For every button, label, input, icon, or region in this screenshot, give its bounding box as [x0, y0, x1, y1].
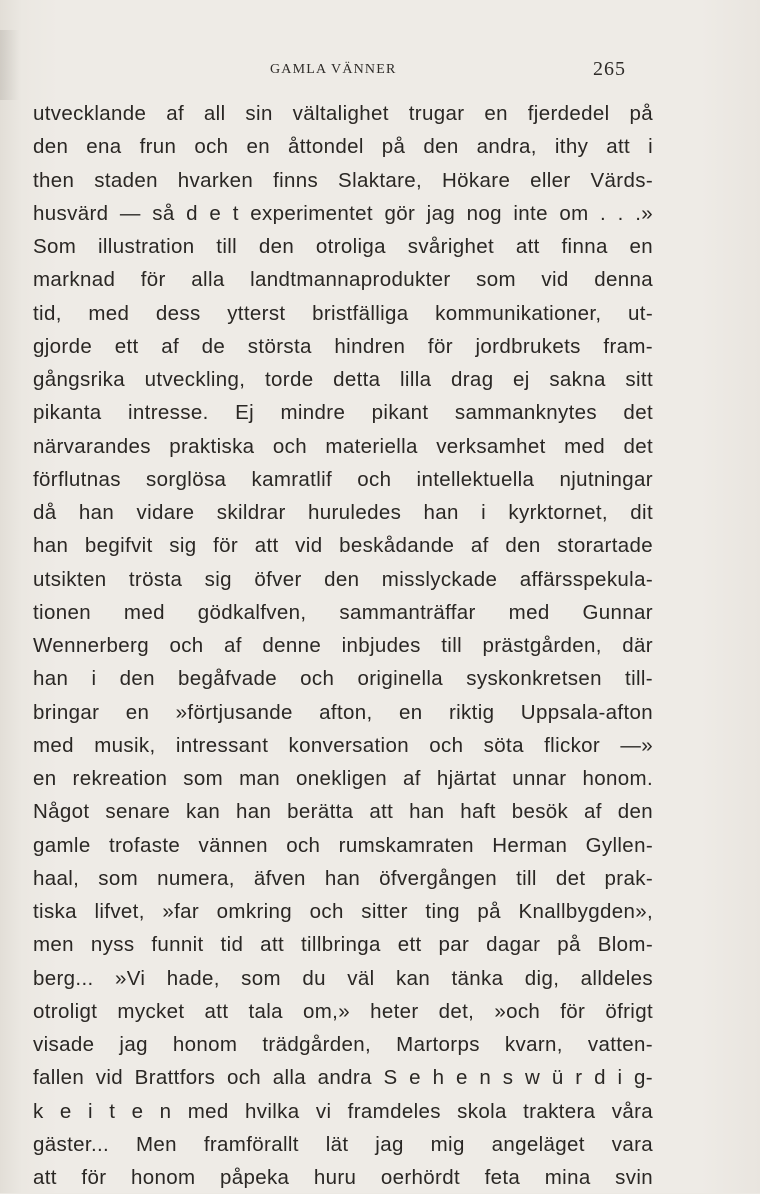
text-line: utvecklande af all sin vältalighet trugar en fjerdedel på — [33, 102, 653, 125]
text-line: den ena frun och en åttondel på den andra, ithy att i — [33, 135, 653, 159]
text-line: då han vidare skildrar huruledes han i kyrktornet, dit — [33, 501, 653, 524]
text-line: Wennerberg och af denne inbjudes till prästgården, där — [33, 634, 653, 657]
text-line: marknad för alla landtmannaprodukter som vid denna — [33, 268, 653, 292]
text-line: han begifvit sig för att vid beskådande af den storartade — [33, 534, 653, 558]
text-line: Som illustration till den otroliga svårighet att finna en — [33, 235, 653, 258]
text-line: gångsrika utveckling, torde detta lilla drag ej sakna sitt — [33, 368, 653, 391]
text-line: gjorde ett af de största hindren för jordbrukets fram- — [33, 334, 653, 358]
text-line: han i den begåfvade och originella syskonkretsen till- — [33, 667, 653, 691]
text-line: husvärd — så d e t experimentet gör jag nog inte om . . .» — [33, 201, 653, 225]
text-line: visade jag honom trädgården, Martorps kvarn, vatten- — [33, 1033, 653, 1056]
text-line: haal, som numera, äfven han öfvergången till det prak- — [33, 866, 653, 890]
text-line: k e i t e n med hvilka vi framdeles skola traktera våra — [33, 1099, 653, 1123]
text-line: tionen med gödkalfven, sammanträffar med Gunnar — [33, 600, 653, 624]
text-line: med musik, intressant konversation och söta flickor —» — [33, 733, 653, 757]
text-line: men nyss funnit tid att tillbringa ett par dagar på Blom- — [33, 933, 653, 957]
text-line: then staden hvarken finns Slaktare, Hökare eller Värds- — [33, 168, 653, 192]
text-line: Något senare kan han berätta att han haft besök af den — [33, 800, 653, 824]
text-line: utsikten trösta sig öfver den misslyckade affärsspekula- — [33, 567, 653, 591]
text-line: närvarandes praktiska och materiella verksamhet med det — [33, 434, 653, 458]
text-line: tiska lifvet, »far omkring och sitter ting på Knallbygden», — [33, 900, 653, 923]
text-line: berg... »Vi hade, som du väl kan tänka dig, alldeles — [33, 966, 653, 990]
text-line: en rekreation som man onekligen af hjärtat unnar honom. — [33, 767, 653, 790]
body-text — [33, 97, 653, 1194]
text-line: förflutnas sorglösa kamratlif och intellektuella njutningar — [33, 467, 653, 491]
running-title: GAMLA VÄNNER — [270, 62, 397, 77]
text-line: gamle trofaste vännen och rumskamraten Herman Gyllen- — [33, 833, 653, 857]
text-line: otroligt mycket att tala om,» heter det, »och för öfrigt — [33, 999, 653, 1023]
page-number: 265 — [593, 58, 626, 80]
text-line: gäster... Men framförallt lät jag mig angeläget vara — [33, 1132, 653, 1156]
text-line: bringar en »förtjusande afton, en riktig Uppsala-afton — [33, 700, 653, 724]
running-header — [0, 58, 760, 82]
text-line: fallen vid Brattfors och alla andra S e h e n s w ü r d i g- — [33, 1066, 653, 1090]
text-line: tid, med dess ytterst bristfälliga kommunikationer, ut- — [33, 301, 653, 325]
text-line: pikanta intresse. Ej mindre pikant sammanknytes det — [33, 401, 653, 425]
text-line: att för honom påpeka huru oerhördt feta mina svin — [33, 1166, 653, 1189]
